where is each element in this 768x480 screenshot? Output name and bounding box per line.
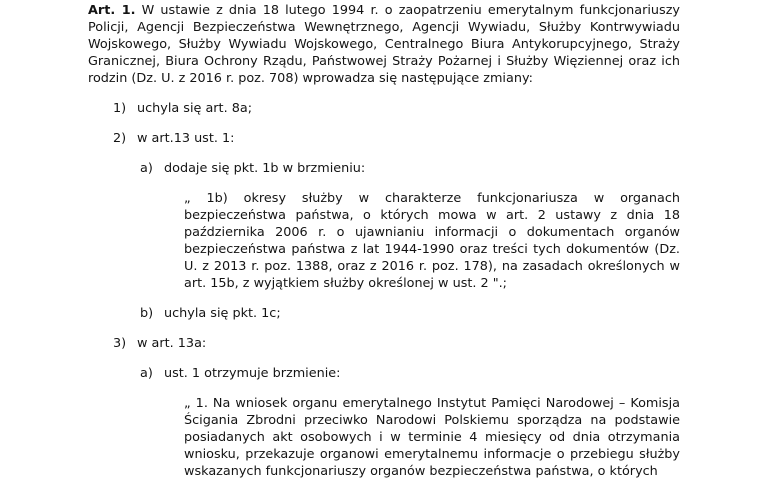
quote-block-ust-1: „ 1. Na wniosek organu emerytalnego Instytut Pamięci Narodowej – Komisja Ścigania Zbrodni przeciwko Narodowi Polskiemu sporządza na podstawie posiadanych akt osobowych i w terminie 4 miesięcy od dnia otrzymania wniosku, przekazuje organowi emerytalnemu informacje o przebiegu służby wskazanych funkcjonariuszy organów bezpieczeństwa państwa, o których [184, 396, 680, 479]
article-paragraph [88, 2, 680, 87]
list-item-1 [88, 100, 680, 117]
sub-item-2a [88, 160, 680, 177]
sub-item-3a-marker: a) [140, 366, 153, 381]
article-number-label: Art. 1. [88, 3, 136, 18]
sub-item-2b-text: uchyla się pkt. 1c; [164, 306, 281, 321]
list-item-3-marker: 3) [113, 336, 127, 351]
list-item-3 [88, 335, 680, 352]
sub-item-3a-text: ust. 1 otrzymuje brzmienie: [164, 366, 341, 381]
sub-item-3a [88, 365, 680, 382]
sub-item-2a-marker: a) [140, 161, 153, 176]
list-item-2-marker: 2) [113, 131, 127, 146]
quote-block-pkt-1b: „ 1b) okresy służby w charakterze funkcjonariusza w organach bezpieczeństwa państwa, o których mowa w art. 2 ustawy z dnia 18 października 2006 r. o ujawnianiu informacji o dokumentach organów bezpieczeństwa państwa z lat 1944-1990 oraz treści tych dokumentów (Dz. U. z 2013 r. poz. 1388, oraz z 2016 r. poz. 178), na zasadach określonych w art. 15b, z wyjątkiem służby określonej w ust. 2 ".; [184, 191, 680, 291]
article-intro-text: W ustawie z dnia 18 lutego 1994 r. o zaopatrzeniu emerytalnym funkcjonariuszy Policji, Agencji Bezpieczeństwa Wewnętrznego, Agencji Wywiadu, Służby Kontrwywiadu Wojskowego, Służby Wywiadu Wojskowego, Centralnego Biura Antykorupcyjnego, Straży Granicznej, Biura Ochrony Rządu, Państwowej Straży Pożarnej i Służby Więziennej oraz ich rodzin (Dz. U. z 2016 r. poz. 708) wprowadza się następujące zmiany: [88, 3, 680, 86]
list-item-2 [88, 130, 680, 147]
sub-item-2b-marker: b) [140, 306, 154, 321]
sub-item-2a-text: dodaje się pkt. 1b w brzmieniu: [164, 161, 366, 176]
list-item-1-marker: 1) [113, 101, 127, 116]
sub-item-2b [88, 305, 680, 322]
list-item-2-text: w art.13 ust. 1: [137, 131, 235, 146]
list-item-1-text: uchyla się art. 8a; [137, 101, 253, 116]
list-item-3-text: w art. 13a: [137, 336, 207, 351]
